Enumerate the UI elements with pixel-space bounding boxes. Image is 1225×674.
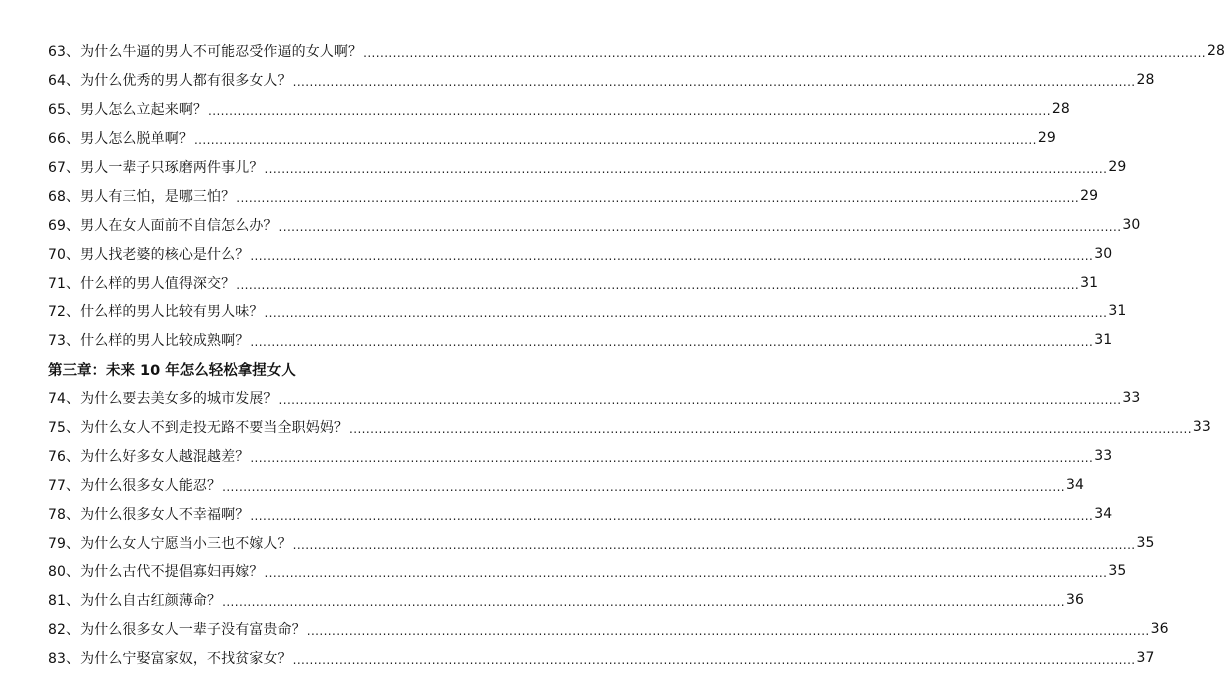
toc-entry: [48, 268, 1099, 297]
toc-entry-number: 67、: [48, 160, 81, 176]
toc-entry-title: 男人在女人面前不自信怎么办？: [80, 217, 278, 234]
toc-entry-page-number: 30: [1094, 245, 1113, 262]
toc-entry-number: 83、: [48, 651, 81, 668]
dot-leader: ........................................................................................................................................................................................................: [349, 422, 1192, 437]
toc-entry-title: 男人怎么脱单啊？: [80, 131, 193, 148]
toc-entry-number: 80、: [48, 564, 81, 581]
toc-entry: [48, 615, 1169, 644]
toc-entry: [48, 210, 1141, 239]
toc-entry-page-number: 28: [1051, 101, 1070, 118]
toc-entry: [48, 441, 1113, 470]
toc-entry-number: 73、: [48, 333, 81, 350]
toc-entry-number: 74、: [48, 391, 81, 408]
toc-entry-page-number: 35: [1136, 534, 1155, 551]
dot-leader: ........................................................................................................................................................................................................: [363, 46, 1207, 61]
dot-leader: ........................................................................................................................................................................................................: [208, 104, 1051, 119]
toc-entry: [48, 181, 1099, 210]
toc-entry-title: 为什么女人不到走投无路不要当全职妈妈？: [80, 420, 349, 437]
toc-entry-title: 为什么好多女人越混越差？: [80, 448, 250, 465]
toc-entry: [48, 37, 1225, 66]
toc-entry: [48, 470, 1085, 499]
toc-entry-title: 男人找老婆的核心是什么？: [80, 246, 250, 263]
toc-entry-number: 79、: [48, 535, 81, 552]
dot-leader: ........................................................................................................................................................................................................: [264, 306, 1108, 321]
dot-leader: ........................................................................................................................................................................................................: [193, 133, 1037, 148]
toc-entry-title: 什么样的男人值得深交？: [80, 275, 236, 292]
dot-leader: ........................................................................................................................................................................................................: [250, 248, 1094, 263]
toc-entry-number: 75、: [48, 420, 81, 437]
toc-entry-number: 66、: [48, 131, 81, 148]
toc-entry-title: 男人怎么立起来啊？: [80, 102, 208, 119]
toc-entry-title: 为什么要去美女多的城市发展？: [80, 391, 278, 408]
toc-entry-number: 63、: [48, 44, 81, 61]
toc-entry-page-number: 33: [1094, 447, 1113, 464]
dot-leader: ........................................................................................................................................................................................................: [306, 624, 1150, 639]
toc-entry-page-number: 36: [1150, 621, 1169, 638]
chapter-title: 第三章：未来 10 年怎么轻松拿捏女人: [48, 362, 296, 379]
dot-leader: ........................................................................................................................................................................................................: [292, 537, 1136, 552]
dot-leader: ........................................................................................................................................................................................................: [278, 219, 1122, 234]
dot-leader: ........................................................................................................................................................................................................: [292, 653, 1136, 668]
toc-entry: [48, 413, 1211, 442]
toc-entry: [48, 644, 1155, 673]
dot-leader: ........................................................................................................................................................................................................: [222, 479, 1066, 494]
toc-entry-title: 为什么很多女人能忍？: [80, 477, 222, 494]
toc-entry-title: 为什么自古红颜薄命？: [80, 593, 222, 610]
toc-entry-number: 64、: [48, 73, 81, 90]
table-of-contents: [48, 37, 1225, 673]
toc-entry-title: 为什么牛逼的男人不可能忍受作逼的女人啊？: [80, 44, 363, 61]
dot-leader: ........................................................................................................................................................................................................: [250, 450, 1094, 465]
toc-entry: [48, 326, 1113, 355]
dot-leader: ........................................................................................................................................................................................................: [236, 277, 1080, 292]
toc-entry-number: 82、: [48, 622, 81, 639]
toc-entry-page-number: 28: [1207, 43, 1225, 60]
toc-entry-number: 81、: [48, 593, 81, 610]
toc-entry: [48, 95, 1070, 124]
toc-entry: [48, 557, 1127, 586]
toc-entry-page-number: 31: [1108, 303, 1127, 320]
toc-entry-page-number: 37: [1136, 650, 1155, 667]
toc-entry-title: 为什么很多女人不幸福啊？: [80, 506, 250, 523]
toc-entry-title: 男人一辈子只琢磨两件事儿？: [80, 160, 264, 176]
toc-entry-page-number: 35: [1108, 563, 1127, 580]
toc-entries-chapter-three: [48, 384, 1211, 673]
toc-entry: [48, 297, 1127, 326]
toc-entry-page-number: 31: [1094, 332, 1113, 349]
toc-entry: [48, 586, 1085, 615]
toc-entry-title: 什么样的男人比较有男人味？: [80, 304, 264, 321]
toc-entry: [48, 66, 1155, 95]
dot-leader: ........................................................................................................................................................................................................: [278, 393, 1122, 408]
toc-entry-title: 男人有三怕，是哪三怕？: [80, 188, 236, 205]
toc-entry-number: 70、: [48, 246, 81, 263]
toc-entries-chapter-two: [48, 37, 1225, 355]
toc-entry-number: 77、: [48, 477, 81, 494]
toc-entry-page-number: 33: [1122, 390, 1141, 407]
toc-entry-page-number: 34: [1066, 476, 1085, 493]
toc-entry-title: 什么样的男人比较成熟啊？: [80, 333, 250, 350]
dot-leader: ........................................................................................................................................................................................................: [264, 566, 1108, 581]
dot-leader: ........................................................................................................................................................................................................: [250, 508, 1094, 523]
dot-leader: ........................................................................................................................................................................................................: [264, 162, 1108, 176]
toc-entry: [48, 124, 1056, 153]
toc-entry-page-number: 30: [1122, 216, 1141, 233]
toc-entry-page-number: 29: [1108, 159, 1127, 175]
toc-entry-page-number: 28: [1136, 72, 1155, 89]
chapter-heading: [48, 355, 436, 384]
toc-entry-number: 76、: [48, 448, 81, 465]
toc-entry: [48, 528, 1155, 557]
toc-entry-number: 72、: [48, 304, 81, 321]
toc-entry: [48, 153, 1127, 182]
toc-entry-title: 为什么宁娶富家奴，不找贫家女？: [80, 651, 292, 668]
toc-entry-page-number: 29: [1037, 130, 1056, 147]
toc-entry: [48, 384, 1141, 413]
toc-entry: [48, 239, 1113, 268]
toc-entry-number: 78、: [48, 506, 81, 523]
dot-leader: ........................................................................................................................................................................................................: [222, 595, 1066, 610]
toc-entry-number: 71、: [48, 275, 81, 292]
toc-entry-number: 68、: [48, 188, 81, 205]
toc-entry: [48, 499, 1113, 528]
toc-entry-number: 69、: [48, 217, 81, 234]
toc-entry-page-number: 34: [1094, 505, 1113, 522]
toc-entry-number: 65、: [48, 102, 81, 119]
toc-entry-title: 为什么很多女人一辈子没有富贵命？: [80, 622, 306, 639]
toc-entry-page-number: 33: [1192, 419, 1211, 436]
dot-leader: ........................................................................................................................................................................................................: [250, 335, 1094, 350]
toc-entry-title: 为什么古代不提倡寡妇再嫁？: [80, 564, 264, 581]
toc-entry-page-number: 36: [1066, 592, 1085, 609]
dot-leader: ........................................................................................................................................................................................................: [292, 75, 1136, 90]
toc-entry-title: 为什么女人宁愿当小三也不嫁人？: [80, 535, 292, 552]
dot-leader: ........................................................................................................................................................................................................: [236, 190, 1080, 205]
toc-entry-page-number: 29: [1080, 187, 1099, 204]
toc-entry-title: 为什么优秀的男人都有很多女人？: [80, 73, 292, 90]
toc-entry-page-number: 31: [1080, 274, 1099, 291]
